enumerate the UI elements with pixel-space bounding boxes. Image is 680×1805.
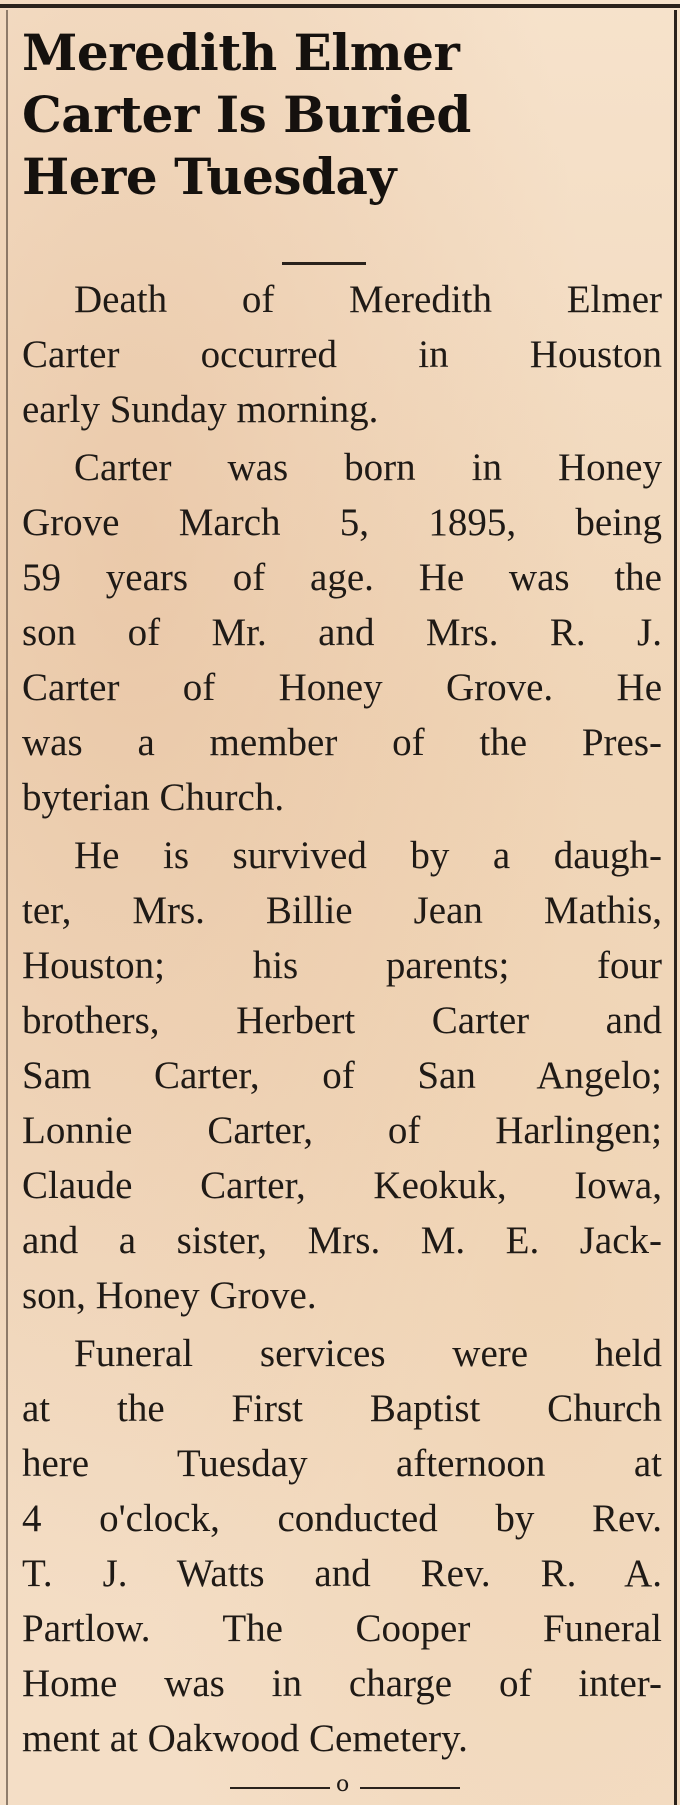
text-line: Carter of Honey Grove. He [22, 666, 662, 709]
text-line: son of Mr. and Mrs. R. J. [22, 611, 662, 654]
text-line: Partlow. The Cooper Funeral [22, 1607, 662, 1650]
paragraph-survivors [22, 828, 662, 1323]
text-line: Funeral services were held [74, 1332, 662, 1375]
text-line: ment at Oakwood Cemetery. [22, 1717, 468, 1760]
text-line: Carter occurred in Houston [22, 333, 662, 376]
text-line: Lonnie Carter, of Harlingen; [22, 1109, 662, 1152]
text-line: ter, Mrs. Billie Jean Mathis, [22, 889, 662, 932]
text-line: 4 o'clock, conducted by Rev. [22, 1497, 662, 1540]
text-line: 59 years of age. He was the [22, 556, 662, 599]
end-mark-glyph: o [336, 1772, 350, 1797]
text-line: Death of Meredith Elmer [74, 278, 662, 321]
text-line: son, Honey Grove. [22, 1274, 317, 1317]
text-line: Grove March 5, 1895, being [22, 501, 662, 544]
top-column-rule [0, 4, 680, 8]
headline [22, 22, 632, 208]
text-line: Home was in charge of inter- [22, 1662, 662, 1705]
text-line: T. J. Watts and Rev. R. A. [22, 1552, 662, 1595]
text-line: at the First Baptist Church [22, 1387, 662, 1430]
text-line: brothers, Herbert Carter and [22, 999, 662, 1042]
article-body [22, 272, 662, 1769]
headline-divider [282, 262, 366, 265]
text-line: He is survived by a daugh- [74, 834, 662, 877]
paragraph-funeral-services [22, 1326, 662, 1766]
text-line: early Sunday morning. [22, 388, 379, 431]
text-line: was a member of the Pres- [22, 721, 662, 764]
end-of-article-mark [230, 1772, 460, 1798]
headline-line: Here Tuesday [22, 147, 396, 206]
text-line: Claude Carter, Keokuk, Iowa, [22, 1164, 662, 1207]
left-column-rule [6, 10, 8, 1805]
text-line: here Tuesday afternoon at [22, 1442, 662, 1485]
right-column-rule [674, 10, 677, 1805]
text-line: Carter was born in Honey [74, 446, 662, 489]
headline-line: Meredith Elmer [22, 23, 460, 82]
text-line: and a sister, Mrs. M. E. Jack- [22, 1219, 662, 1262]
text-line: byterian Church. [22, 776, 285, 819]
paragraph-biography [22, 440, 662, 825]
paragraph-death-notice [22, 272, 662, 437]
headline-line: Carter Is Buried [22, 85, 471, 144]
end-rule-left [230, 1787, 330, 1789]
text-line: Sam Carter, of San Angelo; [22, 1054, 662, 1097]
text-line: Houston; his parents; four [22, 944, 662, 987]
end-rule-right [360, 1787, 460, 1789]
